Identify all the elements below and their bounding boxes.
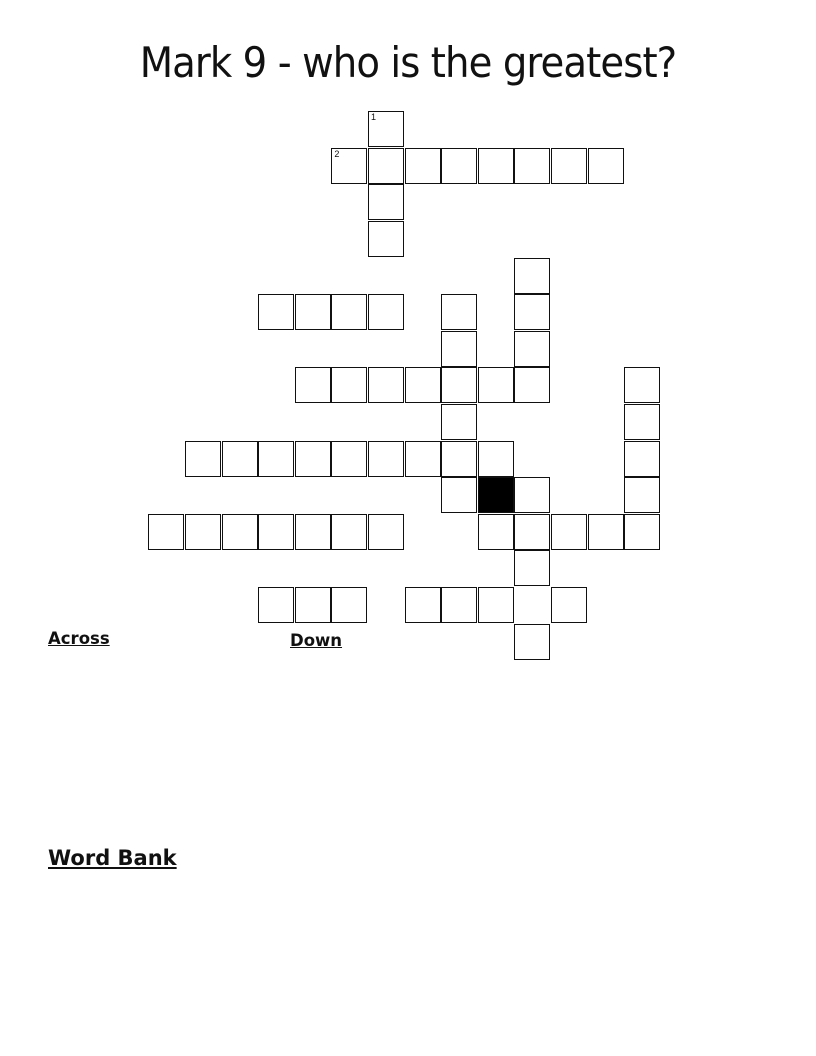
- crossword-cell[interactable]: [368, 148, 404, 184]
- crossword-cell[interactable]: [331, 294, 367, 330]
- crossword-cell[interactable]: [405, 367, 441, 403]
- crossword-cell[interactable]: [222, 514, 258, 550]
- crossword-cell[interactable]: [441, 441, 477, 477]
- clues-column-2: [290, 630, 518, 655]
- clue-number: 2: [334, 148, 340, 159]
- crossword-cell[interactable]: [478, 587, 514, 623]
- crossword-cell[interactable]: [441, 367, 477, 403]
- crossword-cell[interactable]: [368, 111, 404, 147]
- crossword-cell[interactable]: [514, 294, 550, 330]
- crossword-cell[interactable]: [258, 514, 294, 550]
- crossword-cell[interactable]: [295, 441, 331, 477]
- crossword-cell[interactable]: [478, 148, 514, 184]
- crossword-cell[interactable]: [514, 367, 550, 403]
- crossword-cell[interactable]: [441, 404, 477, 440]
- crossword-cell[interactable]: [368, 367, 404, 403]
- crossword-cell[interactable]: [331, 148, 367, 184]
- crossword-cell[interactable]: [441, 294, 477, 330]
- crossword-cell[interactable]: [331, 367, 367, 403]
- crossword-cell[interactable]: [441, 331, 477, 367]
- page-title: Mark 9 - who is the greatest?: [139, 38, 677, 87]
- crossword-cell[interactable]: [514, 477, 550, 513]
- clue-number: 1: [371, 112, 377, 123]
- crossword-cell[interactable]: [405, 587, 441, 623]
- crossword-cell[interactable]: [441, 148, 477, 184]
- crossword-cell[interactable]: [405, 148, 441, 184]
- crossword-cell[interactable]: [588, 514, 624, 550]
- crossword-cell[interactable]: [624, 514, 660, 550]
- across-heading: Across: [48, 629, 110, 648]
- crossword-cell[interactable]: [514, 148, 550, 184]
- crossword-cell[interactable]: [368, 514, 404, 550]
- crossword-cell[interactable]: [624, 404, 660, 440]
- clues-column-1: [48, 630, 278, 653]
- crossword-cell[interactable]: [514, 550, 550, 586]
- crossword-cell[interactable]: [514, 514, 550, 550]
- crossword-cell[interactable]: [514, 331, 550, 367]
- crossword-cell[interactable]: [295, 367, 331, 403]
- crossword-cell[interactable]: [478, 514, 514, 550]
- crossword-cell[interactable]: [368, 184, 404, 220]
- crossword-cell[interactable]: [222, 441, 258, 477]
- crossword-cell[interactable]: [295, 294, 331, 330]
- crossword-cell[interactable]: [258, 441, 294, 477]
- crossword-cell[interactable]: [588, 148, 624, 184]
- crossword-cell[interactable]: [368, 441, 404, 477]
- word-bank-title: Word Bank: [48, 846, 177, 870]
- crossword-cell[interactable]: [368, 221, 404, 257]
- crossword-cell[interactable]: [258, 587, 294, 623]
- crossword-cell[interactable]: [551, 148, 587, 184]
- crossword-cell[interactable]: [478, 441, 514, 477]
- crossword-cell[interactable]: [514, 624, 550, 660]
- crossword-cell[interactable]: [148, 514, 184, 550]
- crossword-cell[interactable]: [331, 587, 367, 623]
- crossword-cell[interactable]: [624, 367, 660, 403]
- crossword-cell[interactable]: [331, 441, 367, 477]
- down-heading: Down: [290, 631, 343, 650]
- crossword-cell[interactable]: [551, 587, 587, 623]
- crossword-cell[interactable]: [405, 441, 441, 477]
- crossword-cell[interactable]: [295, 587, 331, 623]
- crossword-cell[interactable]: [185, 514, 221, 550]
- crossword-cell[interactable]: [441, 587, 477, 623]
- crossword-cell[interactable]: [441, 477, 477, 513]
- crossword-cell[interactable]: [258, 294, 294, 330]
- crossword-cell[interactable]: [331, 514, 367, 550]
- crossword-cell[interactable]: [478, 367, 514, 403]
- crossword-cell[interactable]: [514, 258, 550, 294]
- crossword-cell[interactable]: [624, 477, 660, 513]
- crossword-cell[interactable]: [551, 514, 587, 550]
- black-square: [478, 477, 514, 513]
- crossword-cell[interactable]: [368, 294, 404, 330]
- crossword-cell[interactable]: [624, 441, 660, 477]
- crossword-cell[interactable]: [295, 514, 331, 550]
- crossword-cell[interactable]: [185, 441, 221, 477]
